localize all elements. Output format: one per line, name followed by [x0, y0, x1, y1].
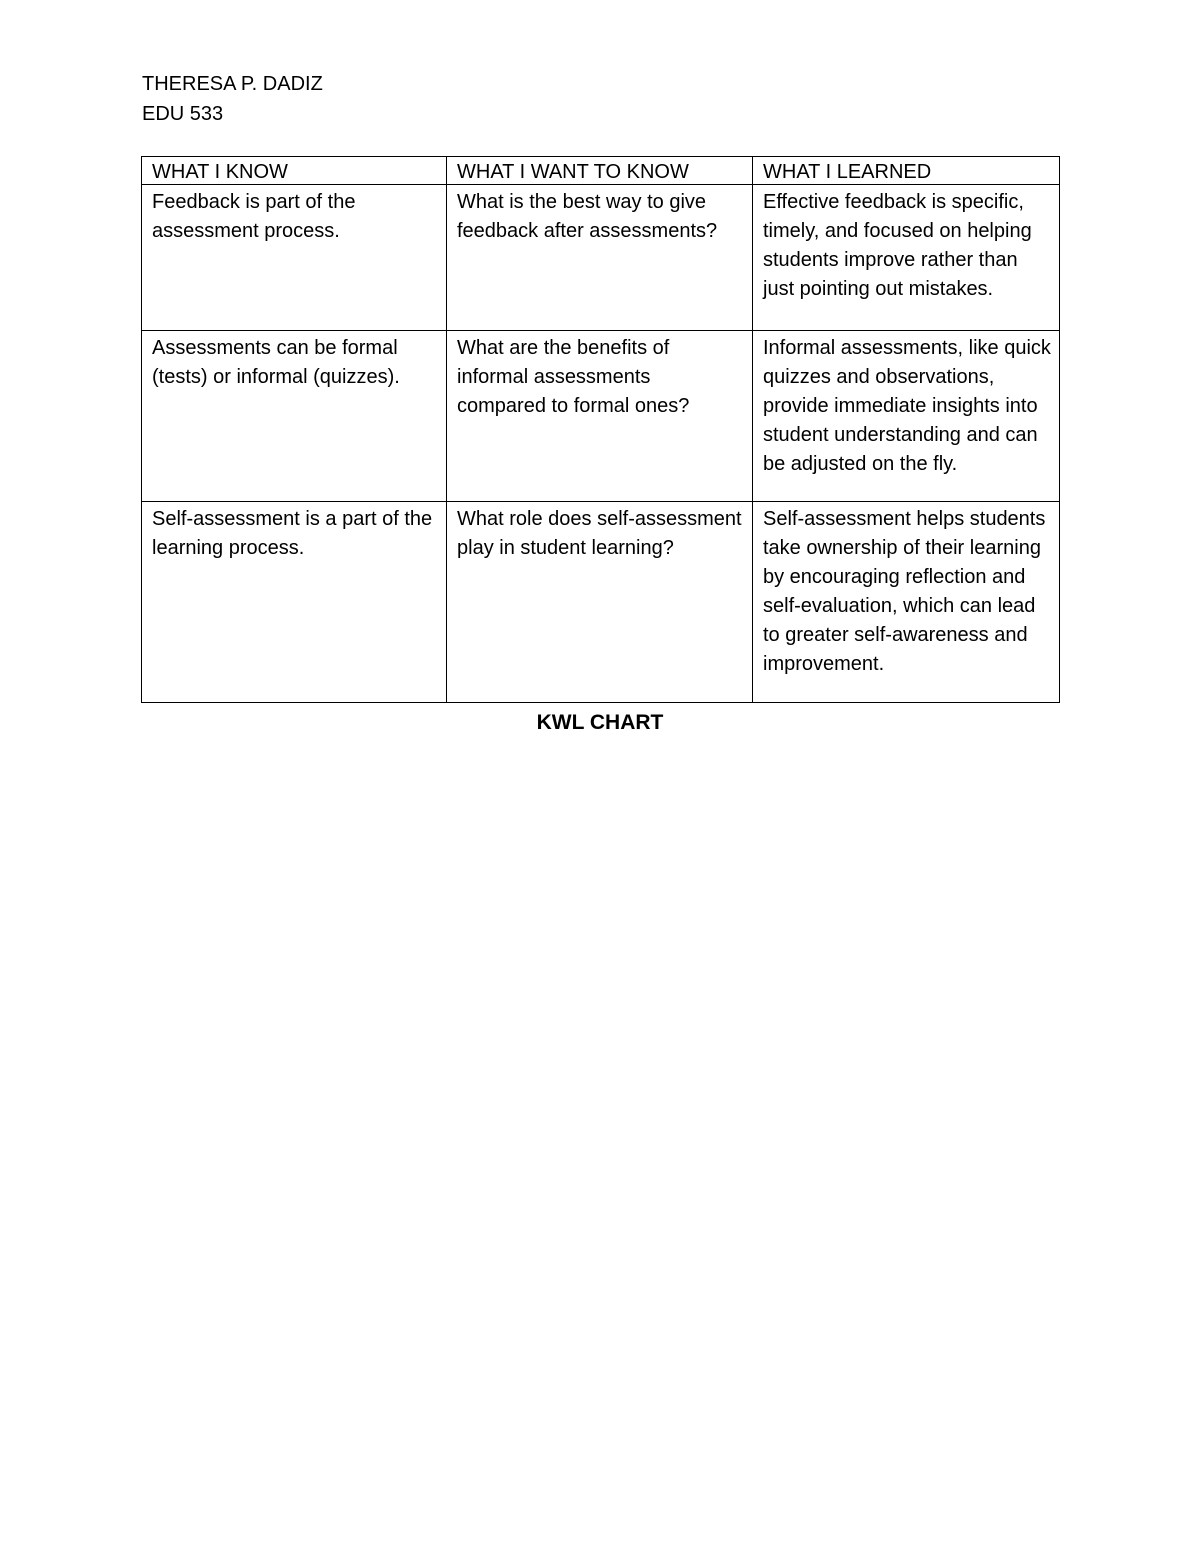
- table-row: [142, 185, 1060, 331]
- table-header-row: [142, 157, 1060, 185]
- table-cell-want-to-know: What is the best way to give feedback after assessments?: [447, 185, 753, 331]
- table-cell-want-to-know: What role does self-assessment play in student learning?: [447, 502, 753, 703]
- column-header-want-to-know: WHAT I WANT TO KNOW: [447, 157, 753, 185]
- table-cell-know: Feedback is part of the assessment process.: [142, 185, 447, 331]
- table-cell-know: Assessments can be formal (tests) or informal (quizzes).: [142, 331, 447, 502]
- column-header-learned: WHAT I LEARNED: [753, 157, 1060, 185]
- table-row: [142, 502, 1060, 703]
- chart-caption: KWL CHART: [536, 711, 664, 734]
- table-cell-learned: Informal assessments, like quick quizzes and observations, provide immediate insights into student understanding and can be adjusted on the fly.: [753, 331, 1060, 502]
- column-header-know: WHAT I KNOW: [142, 157, 447, 185]
- kwl-table: [141, 156, 1060, 703]
- table-cell-know: Self-assessment is a part of the learning process.: [142, 502, 447, 703]
- table-cell-learned: Self-assessment helps students take ownership of their learning by encouraging reflection and self-evaluation, which can lead to greater self-awareness and improvement.: [753, 502, 1060, 703]
- table-cell-learned: Effective feedback is specific, timely, and focused on helping students improve rather than just pointing out mistakes.: [753, 185, 1060, 331]
- table-cell-want-to-know: What are the benefits of informal assessments compared to formal ones?: [447, 331, 753, 502]
- table-row: [142, 331, 1060, 502]
- author-name: THERESA P. DADIZ: [142, 73, 323, 95]
- course-code: EDU 533: [142, 103, 224, 125]
